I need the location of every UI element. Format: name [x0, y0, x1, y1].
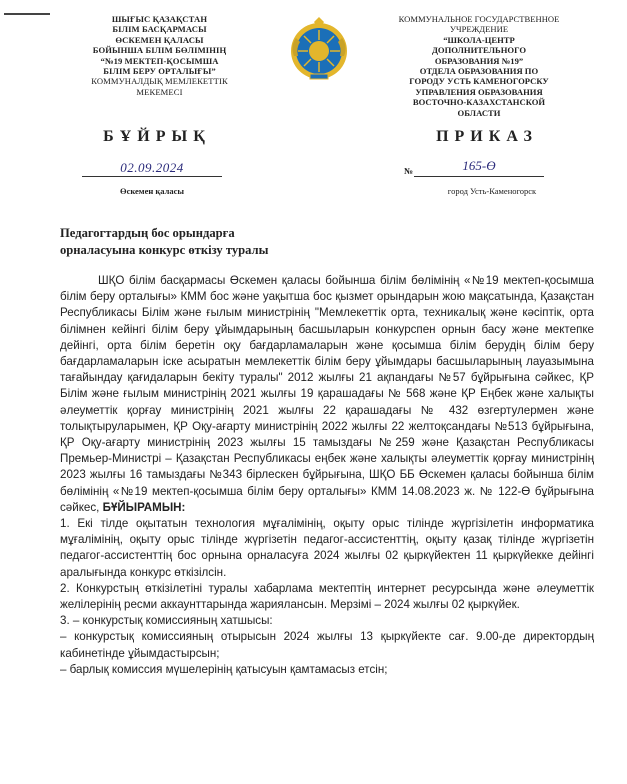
header-right: [380, 14, 578, 118]
document-title: [60, 225, 360, 258]
header-right-line: УПРАВЛЕНИЯ ОБРАЗОВАНИЯ: [415, 86, 543, 97]
header-right-line: ОТДЕЛА ОБРАЗОВАНИЯ ПО: [419, 66, 539, 77]
header-right-line: ОБЛАСТИ: [457, 107, 501, 118]
header-left-line: ӨСКЕМЕН ҚАЛАСЫ: [115, 34, 204, 45]
preamble-text: ШҚО білім басқармасы Өскемен қаласы бойынша білім бөлімінің «№19 мектеп-қосымша білім беру орталығы» КММ бос және уақытша бос қызмет орындарын жою мақсатында, Қазақстан Республикасы Білім және ғылым министрінің "Мемлекеттік орта, техникалық және кәсіптік, орта білімнен кейінгі білім беру ұйымдарының басшыларын конкурспен орнын басу және мектепке дейінгі, орта білім беретін оқу бағдарламаларын және қосымша білім берудің білім беру бағдарламаларын іске асыратын мемлекеттік білім беру ұйымдары басшыларының лауазымына тағайындау қағидаларын бекіту туралы" 2012 жылғы 21 ақпандағы №57 бұйрығына сәйкес, ҚР Білім және ғылым министрінің 2021 жылғы 19 қарашадағы № 568 және ҚР Еңбек және халықты әлеуметтік қорғау министрінің 2021 жылғы 22 қарашадағы № 432 өзгертулермен және толықтыруларымен, ҚР Оқу-ағарту министрінің 2022 жылғы 22 желтоқсандағы №513 бұйрығына, ҚР Оқу-ағарту министрінің 2023 жылғы 15 тамыздағы №259 және Қазақстан Республикасы Премьер-Министрі – Қазақстан Республикасы еңбек және халықты әлеуметтік қорғау министрінің 2023 жылғы 16 тамыздағы №343 бірлескен бұйрығына, ШҚО ББ Өскемен қаласы бойынша білім бөлімінің «№19 мектеп-қосымша білім беру орталығы» КММ 14.08.2023 ж. № 122-Ө бұйрығына сәйкес,: [60, 274, 594, 514]
header-right-line: ОБРАЗОВАНИЯ №19”: [434, 55, 524, 66]
header-left: [62, 14, 257, 97]
document-body: [60, 273, 594, 678]
header-left-line: МЕКЕМЕСІ: [136, 86, 183, 97]
header-left-line: ШЫҒЫС ҚАЗАҚСТАН: [111, 14, 208, 24]
header-right-line: “ШКОЛА-ЦЕНТР: [443, 34, 515, 45]
city-ru: город Усть-Каменогорск: [447, 186, 537, 196]
header-left-line: БІЛІМ БАСҚАРМАСЫ: [112, 24, 207, 35]
document-title-line: Педагогтардың бос орындарға: [60, 226, 235, 240]
header-right-line: УЧРЕЖДЕНИЕ: [449, 24, 509, 35]
header-left-line: “№19 МЕКТЕП-ҚОСЫМША: [100, 55, 219, 66]
header-right-line: КОММУНАЛЬНОЕ ГОСУДАРСТВЕННОЕ: [398, 14, 560, 24]
order-title-kz: БҰЙРЫҚ: [103, 128, 211, 145]
order-word: БҰЙЫРАМЫН:: [102, 500, 186, 514]
document-title-line: орналасуына конкурс өткізу туралы: [60, 242, 269, 257]
order-subitem: – барлық комиссия мүшелерінің қатысуын қамтамасыз етсін;: [60, 662, 388, 676]
header-left-line: БОЙЫНША БІЛІМ БӨЛІМІНІҢ: [92, 45, 227, 56]
order-item: 3. – конкурстық комиссияның хатшысы:: [60, 614, 273, 628]
order-item: 2. Конкурстың өткізілетіні туралы хабарлама мектептің интернет ресурсында және әлеуметтік желілерінің ресми аккаунттарында жарияланcын. Мерзімі – 2024 жылғы 02 қыркүйек.: [60, 581, 594, 612]
header-right-line: ВОСТОЧНО-КАЗАХСТАНСКОЙ: [412, 97, 546, 108]
order-date: 02.09.2024: [120, 160, 184, 175]
header-right-line: ДОПОЛНИТЕЛЬНОГО: [431, 45, 527, 56]
number-underline: [414, 176, 544, 177]
city-kz: Өскемен қаласы: [119, 186, 185, 196]
order-subitem: – конкурстық комиссияның отырысын 2024 жылғы 13 қыркүйекте сағ. 9.00-де директордың кабинетінде ұйымдастырсын;: [60, 630, 594, 660]
state-emblem-icon: [286, 16, 352, 82]
order-title-ru: ПРИКАЗ: [436, 128, 538, 145]
order-number-label: №: [404, 166, 414, 176]
order-number: 165-Ө: [462, 158, 496, 173]
header-left-line: КОММУНАЛДЫҚ МЕМЛЕКЕТТІК: [91, 76, 228, 87]
header-left-line: БІЛІМ БЕРУ ОРТАЛЫҒЫ”: [103, 66, 216, 77]
preamble-paragraph: [60, 273, 594, 516]
date-underline: [82, 176, 222, 177]
order-item: 1. Екі тілде оқытатын технология мұғалімінің, оқыту орыс тілінде жүргізілетін информатика мұғалімінің, оқыту орыс тілінде жүргізетін педагог-ассистенттің, оқыту қазақ тілінде жүргізетін педагог-ассистенттің бос орнына орналасуға 2024 жылғы 02 қыркүйектен 11 қыркүйекке дейінгі аралығында конкурс өткізілсін.: [60, 517, 594, 579]
top-mark: [4, 13, 50, 15]
header-right-line: ГОРОДУ УСТЬ КАМЕНОГОРСКУ: [409, 76, 549, 87]
